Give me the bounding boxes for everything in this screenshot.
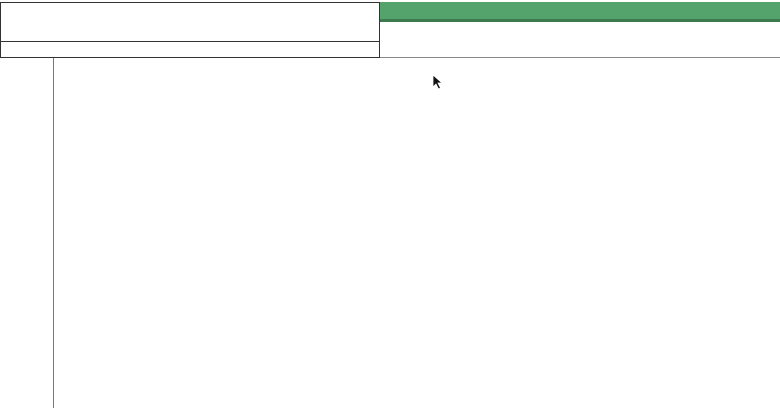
spoteo-header	[0, 42, 380, 58]
day-letter-row	[380, 22, 780, 33]
medios-header	[0, 2, 380, 42]
city-column	[0, 58, 54, 408]
mouse-cursor-icon	[432, 74, 444, 90]
calendar-header-bar	[380, 2, 780, 20]
calendar-spacer	[380, 43, 780, 58]
day-number-row	[380, 33, 780, 43]
